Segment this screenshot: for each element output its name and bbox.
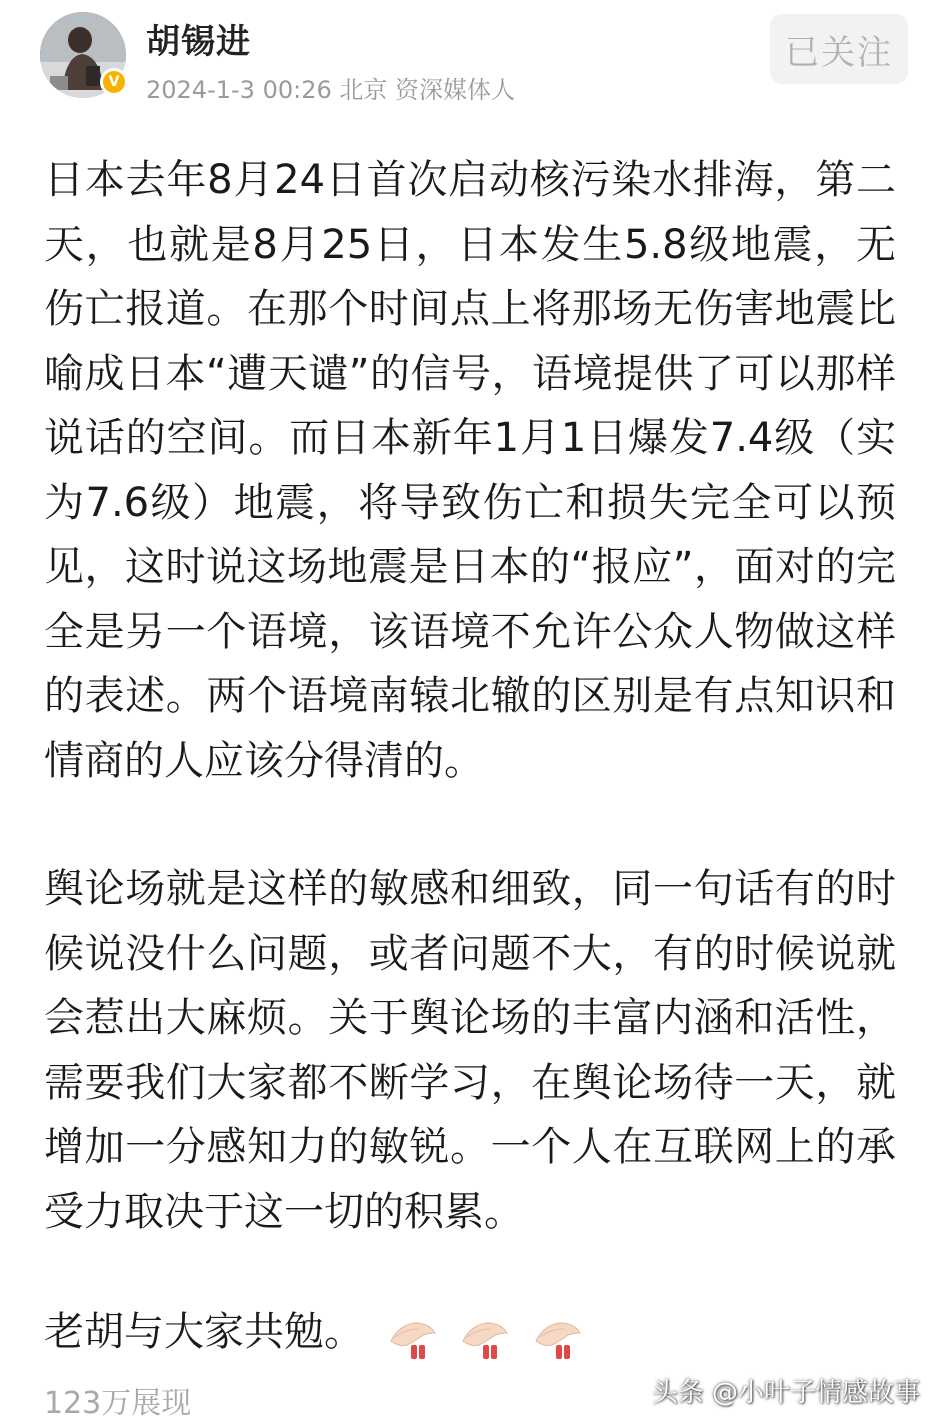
watermark: 头条 @小叶子情感故事 (651, 1378, 920, 1408)
praying-hands-icon (530, 1311, 586, 1361)
post-paragraph: 日本去年8月24日首次启动核污染水排海，第二天，也就是8月25日，日本发生5.8级地震，无伤亡报道。在那个时间点上将那场无伤害地震比喻成日本“遭天谴”的信号，语境提供了可以那样说话的空间。而日本新年1月1日爆发7.4级（实为7.6级）地震，将导致伤亡和损失完全可以预见，这时说这场地震是日本的“报应”，面对的完全是另一个语境，该语境不允许公众人物做这样的表述。两个语境南辕北辙的区别是有点知识和情商的人应该分得清的。 (44, 157, 896, 784)
praying-hands-icon (457, 1311, 513, 1361)
post-paragraph: 舆论场就是这样的敏感和细致，同一句话有的时候说没什么问题，或者问题不大，有的时候说就会惹出大麻烦。关于舆论场的丰富内涵和活性，需要我们大家都不断学习，在舆论场待一天，就增加一分感知力的敏锐。一个人在互联网上的承受力取决于这一切的积累。 (44, 866, 896, 1235)
follow-button[interactable]: 已关注 (770, 14, 908, 84)
author-name[interactable]: 胡锡进 (146, 22, 251, 62)
post-meta: 2024-1-3 00:26 北京 资深媒体人 (146, 76, 515, 104)
praying-hands-icon (385, 1311, 441, 1361)
post-body (44, 148, 896, 1244)
closing-text: 老胡与大家共勉。 (44, 1309, 364, 1355)
avatar[interactable] (40, 12, 126, 98)
post-closing-line (44, 1300, 590, 1366)
verified-badge-icon: V (100, 68, 128, 96)
view-count: 123万展现 (44, 1386, 192, 1421)
post-header (0, 0, 940, 120)
emoji-group (385, 1302, 590, 1366)
